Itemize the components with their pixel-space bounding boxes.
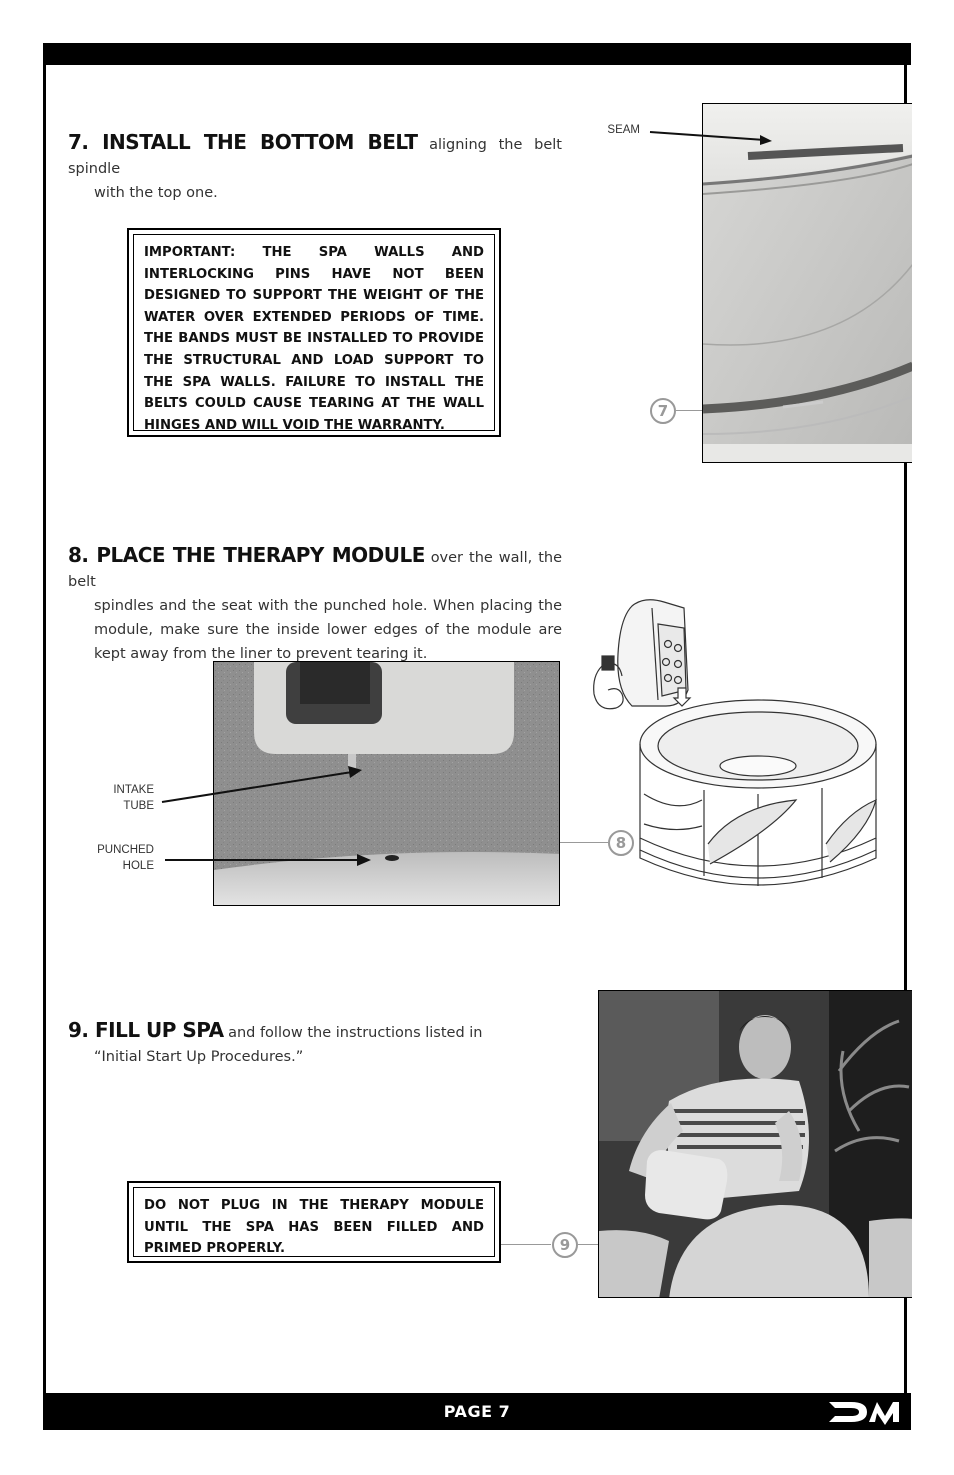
seam-label: SEAM	[607, 124, 640, 136]
punched-hole-arrow	[163, 852, 378, 868]
punched-hole-label-line1: PUNCHED	[97, 844, 154, 856]
intake-tube-arrow	[160, 764, 372, 808]
punched-hole-label	[88, 842, 154, 874]
dm-logo-icon	[827, 1399, 901, 1425]
callout-9-leader-left	[501, 1244, 551, 1245]
seam-arrow	[648, 126, 778, 146]
callout-8-leader	[560, 842, 608, 843]
callout-7: 7	[650, 398, 676, 424]
step-9-heading: 9. FILL UP SPA	[68, 1018, 224, 1042]
header-bar	[43, 43, 911, 65]
callout-9-leader-right	[578, 1244, 598, 1245]
belt-seam-photo	[702, 103, 912, 463]
step-8	[68, 543, 562, 666]
callout-9: 9	[552, 1232, 578, 1258]
step-9-text: and follow the instructions listed in	[228, 1025, 483, 1041]
callout-7-leader	[676, 410, 702, 411]
belt-seam-illustration	[703, 104, 912, 463]
step-8-text-cont: spindles and the seat with the punched hole. When placing the module, make sure the inside lower edges of the module are kept away from the liner to prevent tearing it.	[94, 598, 562, 662]
step-7	[68, 130, 562, 205]
page-number: PAGE 7	[443, 1402, 511, 1421]
do-not-plug-warning-box	[127, 1181, 501, 1263]
footer-bar	[43, 1393, 911, 1430]
intake-tube-label-line2: TUBE	[123, 800, 154, 812]
step-7-text: aligning the belt spindle	[68, 137, 562, 177]
filling-spa-illustration	[599, 991, 912, 1298]
step-7-text-cont: with the top one.	[94, 185, 218, 201]
do-not-plug-warning-text: DO NOT PLUG IN THE THERAPY MODULE UNTIL THE SPA HAS BEEN FILLED AND PRIMED PROPERLY.	[133, 1187, 495, 1257]
intake-tube-label	[96, 782, 154, 814]
important-warning-box	[127, 228, 501, 437]
important-warning-text: IMPORTANT: THE SPA WALLS AND INTERLOCKING PINS HAVE NOT BEEN DESIGNED TO SUPPORT THE WEIGHT OF THE WATER OVER EXTENDED PERIODS OF TIME. THE BANDS MUST BE INSTALLED TO PROVIDE THE STRUCTURAL AND LOAD SUPPORT TO THE SPA WALLS. FAILURE TO INSTALL THE BELTS COULD CAUSE TEARING AT THE WALL HINGES AND WILL VOID THE WARRANTY.	[133, 234, 495, 431]
step-9-text-cont: “Initial Start Up Procedures.”	[94, 1049, 304, 1065]
step-8-heading: 8. PLACE THE THERAPY MODULE	[68, 543, 425, 567]
filling-spa-photo	[598, 990, 912, 1298]
step-7-heading: 7. INSTALL THE BOTTOM BELT	[68, 130, 418, 154]
callout-8: 8	[608, 830, 634, 856]
intake-tube-label-line1: INTAKE	[113, 784, 154, 796]
step-9	[68, 1018, 562, 1069]
step-8-text: over the wall, the belt	[68, 550, 562, 590]
punched-hole-label-line2: HOLE	[122, 860, 154, 872]
